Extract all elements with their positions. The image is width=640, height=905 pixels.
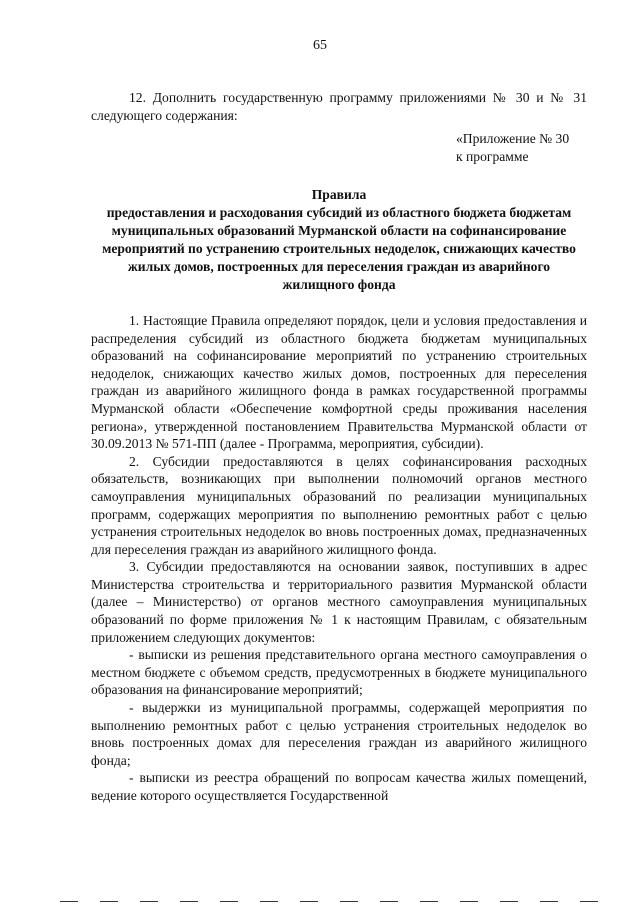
paragraph-3: 3. Субсидии предоставляются на основании заявок, поступивших в адрес Министерства строительства и территориального развития Мурманской области (далее – Министерство) от органов местного самоуправления муниципальных образований по форме приложения № 1 к настоящим Правилам, с обязательным приложением следующих документов: <box>91 559 587 645</box>
list-item-3: - выписки из реестра обращений по вопросам качества жилых помещений, ведение которого осуществляется Государственной <box>91 770 587 803</box>
paragraph-1: 1. Настоящие Правила определяют порядок, цели и условия предоставления и распределения субсидий из областного бюджета бюджетам муниципальных образований на софинансирование мероприятий по устранению строительных недоделок, снижающих качество жилых домов, построенных для переселения граждан из аварийного жилищного фонда в рамках государственной программы Мурманской области «Обеспечение комфортной среды проживания населения региона», утвержденной постановлением Правительства Мурманской области от 30.09.2013 № 571-ПП (далее - Программа, мероприятия, субсидии). <box>91 312 587 452</box>
page-content <box>91 89 587 805</box>
intro-paragraph: 12. Дополнить государственную программу приложениями № 30 и № 31 следующего содержания: <box>91 90 587 123</box>
appendix-header <box>456 130 587 165</box>
list-item-1: - выписки из решения представительного органа местного самоуправления о местном бюджете с объемом средств, предусмотренных в бюджете муниципального образования на финансирование мероприятий; <box>91 647 587 698</box>
appendix-line-2: к программе <box>456 148 529 164</box>
document-subtitle: предоставления и расходования субсидий из областного бюджета бюджетам муниципальных образований Мурманской области на софинансирование мероприятий по устранению строительных недоделок, снижающих качество жилых домов, построенных для переселения граждан из аварийного жилищного фонда <box>102 204 576 292</box>
list-item-2: - выдержки из муниципальной программы, содержащей мероприятия по выполнению ремонтных работ с целью устранения строительных недоделок во вновь построенных домах для переселения граждан из аварийного жилищного фонда; <box>91 700 587 768</box>
body-text <box>91 312 587 805</box>
appendix-line-1: «Приложение № 30 <box>456 131 570 147</box>
page-number: 65 <box>313 38 327 53</box>
document-title: Правила <box>311 187 367 203</box>
scan-edge-artifact <box>60 901 600 902</box>
paragraph-2: 2. Субсидии предоставляются в целях софинансирования расходных обязательств, возникающих при выполнении полномочий органов местного самоуправления муниципальных образований по реализации муниципальных программ, содержащих мероприятия по выполнению ремонтных работ с целью устранения строительных недоделок во вновь построенных домах, предназначенных для переселения граждан из аварийного жилищного фонда. <box>91 453 587 557</box>
